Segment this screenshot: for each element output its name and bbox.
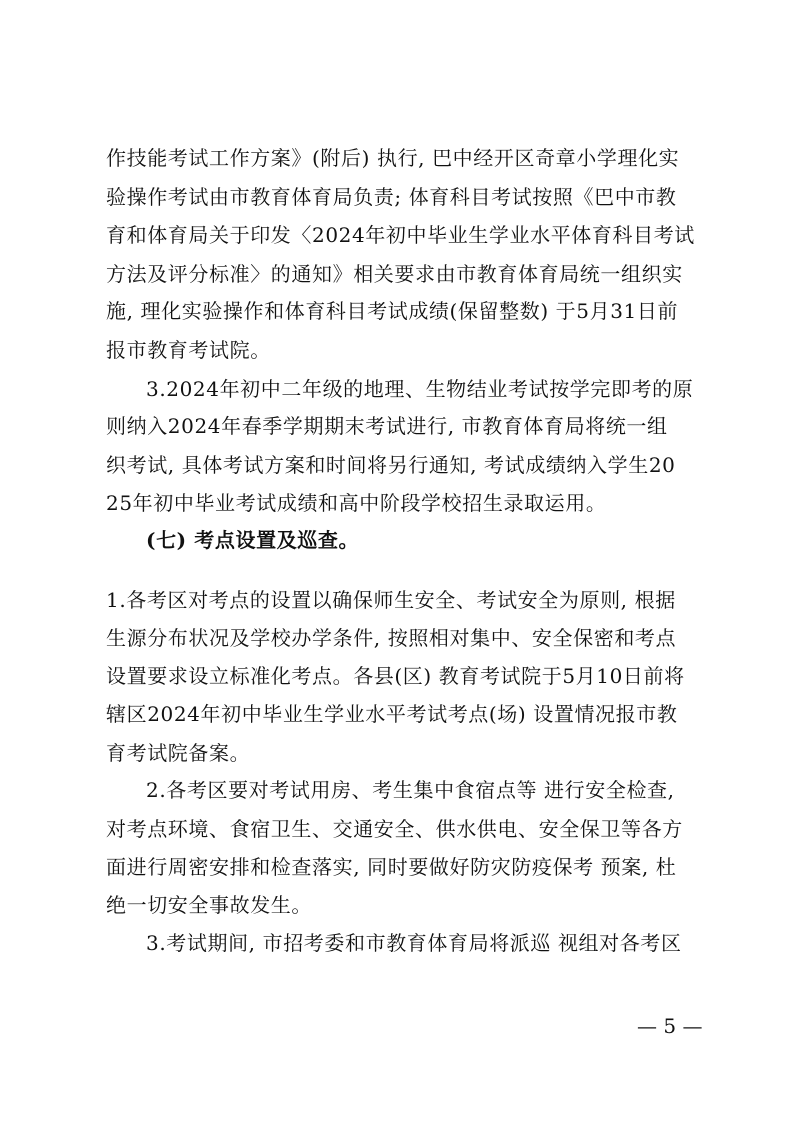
section-heading: (七) 考点设置及巡查。	[146, 528, 360, 552]
text-line-3: 育和体育局关于印发〈2024年初中毕业生学业水平体育科目考试	[106, 223, 695, 247]
text-line-18: 对考点环境、食宿卫生、交通安全、供水供电、安全保卫等各方	[106, 817, 683, 841]
text-line-19: 面进行周密安排和检查落实, 同时要做好防灾防疫保考 预案, 杜	[106, 855, 677, 879]
text-line-21: 3.考试期间, 市招考委和市教育体育局将派巡 视组对各考区	[146, 931, 682, 955]
text-line-10: 25年初中毕业考试成绩和高中阶段学校招生录取运用。	[106, 491, 607, 515]
text-line-16: 育考试院备案。	[106, 741, 251, 765]
text-line-5: 施, 理化实验操作和体育科目考试成绩(保留整数) 于5月31日前	[106, 299, 679, 323]
text-line-20: 绝一切安全事故发生。	[106, 893, 312, 917]
text-line-12: 1.各考区对考点的设置以确保师生安全、考试安全为原则, 根据	[106, 588, 676, 612]
page-number: — 5 —	[637, 1014, 703, 1038]
text-line-14: 设置要求设立标准化考点。各县(区) 教育考试院于5月10日前将	[106, 664, 685, 688]
text-line-6: 报市教育考试院。	[106, 338, 271, 362]
text-line-17: 2.各考区要对考试用房、考生集中食宿点等 进行安全检查,	[146, 778, 675, 802]
text-line-8: 则纳入2024年春季学期期末考试进行, 市教育体育局将统一组	[106, 414, 668, 438]
text-line-15: 辖区2024年初中毕业生学业水平考试考点(场) 设置情况报市教	[106, 702, 678, 726]
text-line-9: 织考试, 具体考试方案和时间将另行通知, 考试成绩纳入学生20	[106, 453, 676, 477]
text-line-13: 生源分布状况及学校办学条件, 按照相对集中、安全保密和考点	[106, 626, 677, 650]
text-line-7: 3.2024年初中二年级的地理、生物结业考试按学完即考的原	[146, 377, 694, 401]
text-line-1: 作技能考试工作方案》(附后) 执行, 巴中经开区奇章小学理化实	[106, 146, 680, 170]
text-line-4: 方法及评分标准〉的通知》相关要求由市教育体育局统一组织实	[106, 262, 683, 286]
text-line-2: 验操作考试由市教育体育局负责; 体育科目考试按照《巴中市教	[106, 185, 677, 209]
